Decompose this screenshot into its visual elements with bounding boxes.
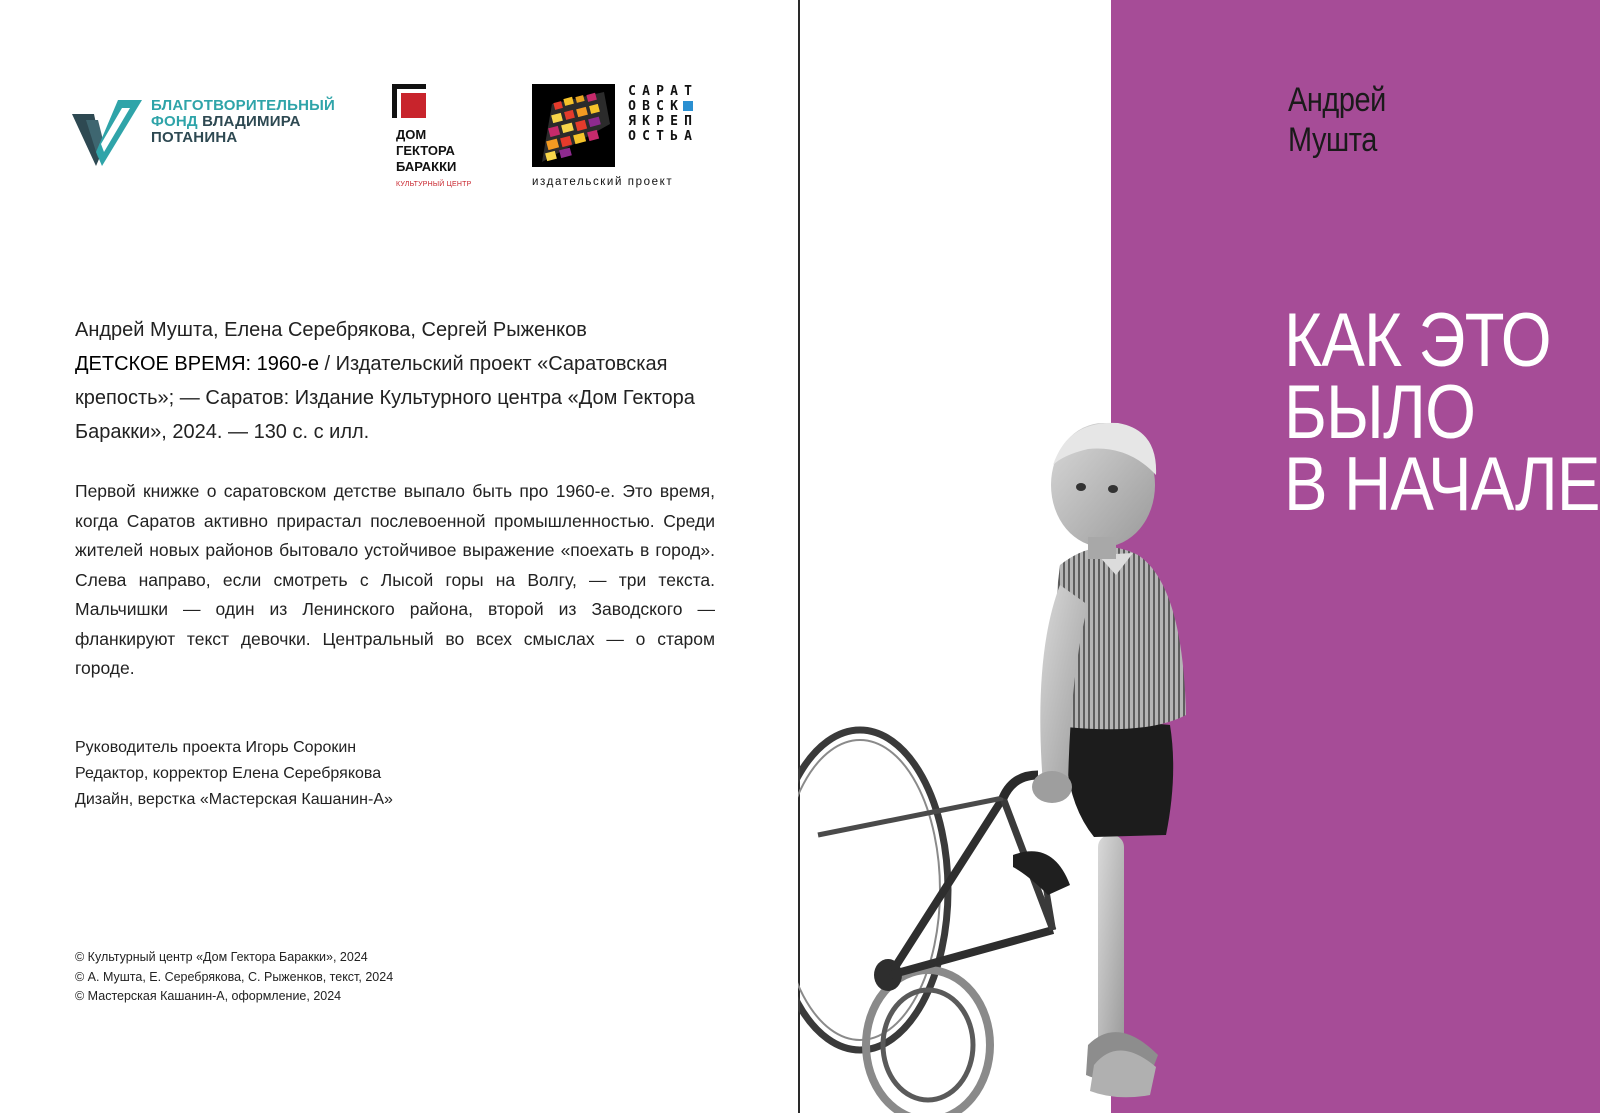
krepost-blue-square (683, 101, 693, 111)
krepost-letter: А (642, 84, 650, 99)
krepost-letter: П (684, 114, 692, 129)
potanin-foundation-logo (72, 96, 342, 171)
cover-author-last-name: Мушта (1288, 121, 1377, 159)
copyright-line: © А. Мушта, Е. Серебрякова, С. Рыженков, текст, 2024 (75, 969, 394, 984)
cover-title (1284, 298, 1600, 527)
dom-gektora-barakki-logo (392, 84, 482, 194)
book-annotation: Первой книжке о саратовском детстве выпало быть про 1960-е. Это время, когда Саратов активно прирастал послевоенной промышленностью. Среди жителей новых районов бытовало устойчивое выражение «поехать в город». Слева направо, если смотреть с Лысой горы на Волгу, — три текста. Мальчишки — один из Ленинского района, второй из Заводского — фланкируют текст девочки. Центральный во всех смыслах — о старом городе. (75, 481, 715, 678)
boy-with-bicycle-photo (798, 415, 1218, 1113)
krepost-letter: Р (656, 84, 664, 99)
dom-logo-subtitle: КУЛЬТУРНЫЙ ЦЕНТР (396, 181, 472, 188)
krepost-letter: Я (628, 114, 636, 129)
krepost-letter: А (684, 129, 692, 144)
krepost-letter: С (642, 129, 650, 144)
krepost-letter: О (628, 99, 636, 114)
imprint-page (0, 0, 798, 1113)
dom-line-3: БАРАККИ (396, 159, 457, 174)
copyright-line: © Мастерская Кашанин-А, оформление, 2024 (75, 989, 342, 1003)
krepost-letter: О (628, 129, 636, 144)
cover-title-line-1: КАК ЭТО (1284, 298, 1551, 383)
potanin-line-4: ПОТАНИНА (151, 129, 238, 146)
credit-editor: Редактор, корректор Елена Серебрякова (75, 765, 382, 782)
krepost-letter: В (642, 99, 650, 114)
book-title-bold: ДЕТСКОЕ ВРЕМЯ: 1960-е (75, 353, 319, 375)
saratovskaya-krepost-logo (532, 84, 714, 194)
potanin-logo-text (151, 98, 335, 146)
staff-credits (75, 735, 715, 813)
krepost-letter: Ь (670, 129, 678, 144)
bibliography-title (75, 347, 715, 449)
dom-square-icon (392, 84, 426, 118)
bibliography-details: / Издательский проект «Саратовская крепость»; — Саратов: Издание Культурного центра «Дом Гектора Баракки», 2024. — 130 с. с илл. (75, 353, 695, 443)
potanin-line-3: ВЛАДИМИРА (202, 113, 301, 130)
krepost-letter: К (642, 114, 650, 129)
dom-line-1: ДОМ (396, 127, 427, 142)
dom-logo-text (396, 127, 456, 175)
cover-title-line-3: В НАЧАЛЕ (1284, 442, 1600, 527)
krepost-letter: Р (656, 114, 664, 129)
copyright-line: © Культурный центр «Дом Гектора Баракки», 2024 (75, 950, 368, 964)
credit-project-lead: Руководитель проекта Игорь Сорокин (75, 739, 357, 756)
krepost-logo-subtitle: издательский проект (532, 176, 674, 188)
potanin-v-icon (72, 100, 144, 168)
krepost-letter: С (656, 99, 664, 114)
credit-design: Дизайн, верстка «Мастерская Кашанин-А» (75, 791, 393, 808)
potanin-line-1: БЛАГОТВОРИТЕЛЬНЫЙ (151, 97, 335, 114)
krepost-letter: С (628, 84, 636, 99)
krepost-letter: Е (670, 114, 678, 129)
krepost-letter: К (670, 99, 678, 114)
fortress-map-icon (532, 84, 615, 167)
cover-author-first-name: Андрей (1288, 81, 1386, 119)
krepost-letter: Т (656, 129, 664, 144)
krepost-letter: А (670, 84, 678, 99)
krepost-letter-grid (625, 84, 695, 144)
dom-line-2: ГЕКТОРА (396, 143, 455, 158)
copyright-notices (75, 948, 715, 1007)
krepost-letter: Т (684, 84, 692, 99)
bibliography-authors: Андрей Мушта, Елена Серебрякова, Сергей Рыженков (75, 319, 587, 341)
cover-title-line-2: БЫЛО (1284, 370, 1476, 455)
cover-author (1288, 80, 1386, 160)
potanin-line-2: ФОНД (151, 113, 198, 130)
